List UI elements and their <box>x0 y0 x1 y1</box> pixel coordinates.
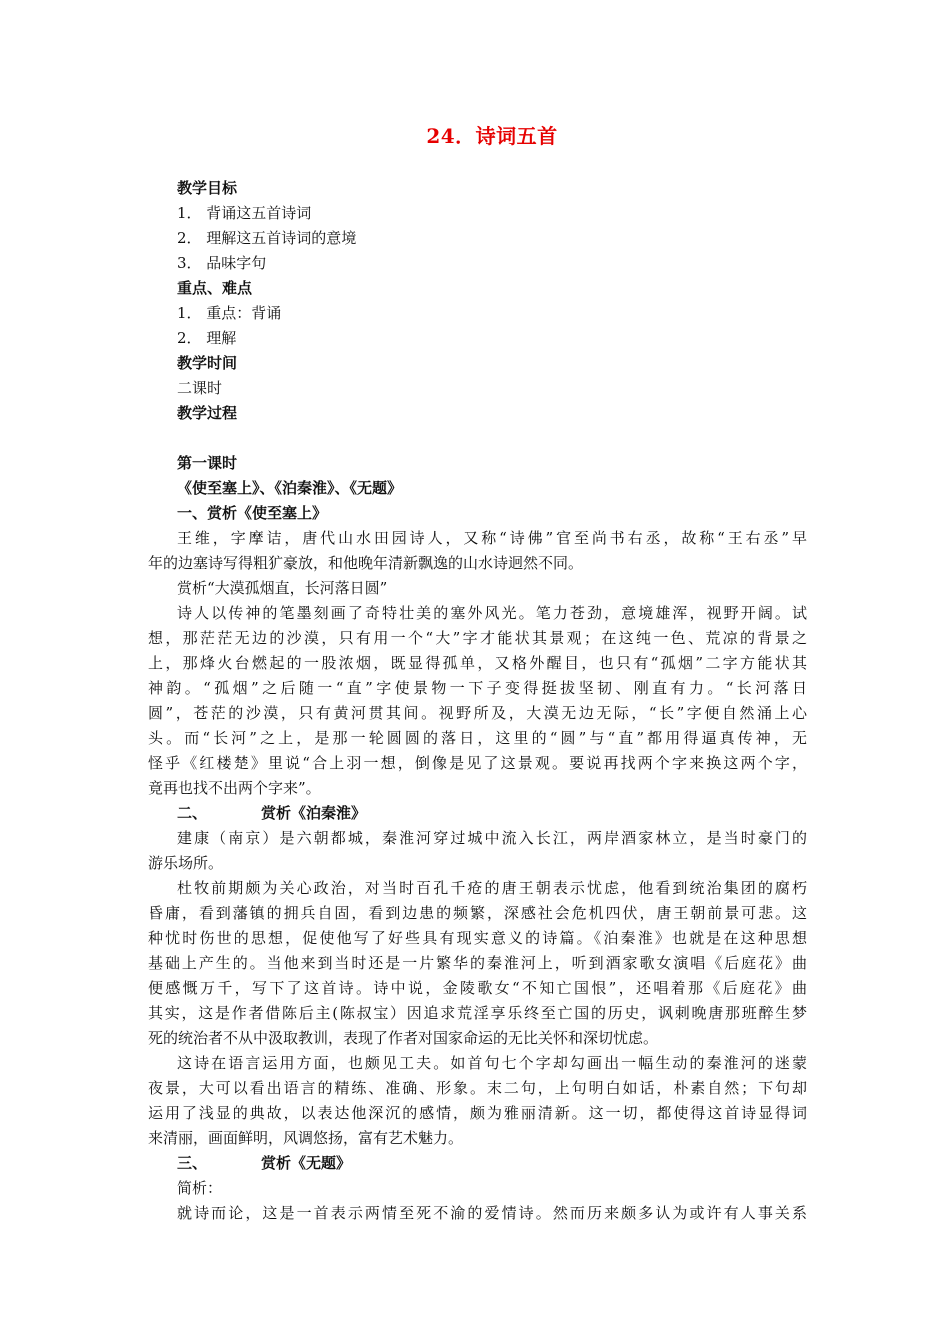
goal-item: 2． 理解这五首诗词的意境 <box>177 229 357 247</box>
part2-heading <box>177 801 807 826</box>
text-line: 诗人以传神的笔墨刻画了奇特壮美的塞外风光。笔力苍劲，意境雄浑，视野开阔。试 <box>177 604 807 622</box>
part3-number: 三、 <box>177 1154 208 1172</box>
text-line: 游乐场所。 <box>148 854 224 872</box>
text-line: 便感慨万千，写下了这首诗。诗中说，金陵歌女“不知亡国恨”，还唱着那《后庭花》曲 <box>148 979 807 997</box>
lesson-heading: 第一课时 <box>177 454 238 472</box>
document-title: 24．诗词五首 <box>426 124 558 148</box>
text-line: 上，那烽火台燃起的一股浓烟，既显得孤单，又格外醒目，也只有“孤烟”二字方能状其 <box>148 654 807 672</box>
text-line: 基础上产生的。当他来到当时还是一片繁华的秦淮河上，听到酒家歌女演唱《后庭花》曲 <box>148 954 807 972</box>
text-line: 种忧时伤世的思想，促使他写了好些具有现实意义的诗篇。《泊秦淮》也就是在这种思想 <box>148 929 807 947</box>
part1-body <box>0 526 807 801</box>
part2-number: 二、 <box>177 804 208 822</box>
text-line: 竟再也找不出两个字来”。 <box>148 779 321 797</box>
text-line: 简析： <box>177 1179 223 1197</box>
goal-heading: 教学目标 <box>177 179 238 197</box>
part2-title: 赏析《泊秦淮》 <box>261 804 367 822</box>
text-line: 来清丽，画面鲜明，风调悠扬，富有艺术魅力。 <box>148 1129 464 1147</box>
blank-line <box>177 426 807 451</box>
time-value: 二课时 <box>177 379 223 397</box>
part3-heading <box>177 1151 807 1176</box>
text-line: 想，那茫茫无边的沙漠，只有用一个“大”字才能状其景观；在这纯一色、荒凉的背景之 <box>148 629 807 647</box>
text-line: 死的统治者不从中汲取教训，表现了作者对国家命运的无比关怀和深切忧虑。 <box>148 1029 659 1047</box>
text-line: 头。而“长河”之上，是那一轮圆圆的落日，这里的“圆”与“直”都用得逼真传神，无 <box>148 729 807 747</box>
goal-item: 3． 品味字句 <box>177 254 267 272</box>
text-line: 神韵。“孤烟”之后随一“直”字使景物一下子变得挺拔坚韧、刚直有力。“长河落日 <box>148 679 807 697</box>
key-item: 2． 理解 <box>177 329 237 347</box>
text-line: 年的边塞诗写得粗犷豪放，和他晚年清新飘逸的山水诗迥然不同。 <box>148 554 584 572</box>
text-line: 圆”，苍茫的沙漠，只有黄河贯其间。视野所及，大漠无边无际，“长”字便自然涌上心 <box>148 704 807 722</box>
part2-body <box>0 826 807 1151</box>
text-line: 王维，字摩诘，唐代山水田园诗人，又称“诗佛”官至尚书右丞，故称“王右丞”早 <box>177 529 807 547</box>
part3-body <box>0 1176 807 1226</box>
poems-line: 《使至塞上》、《泊秦淮》、《无题》 <box>177 479 403 497</box>
time-heading: 教学时间 <box>177 354 238 372</box>
goal-item: 1． 背诵这五首诗词 <box>177 204 312 222</box>
text-line: 昏庸，看到藩镇的拥兵自固，看到边患的频繁，深感社会危机四伏，唐王朝前景可悲。这 <box>148 904 807 922</box>
text-line: 这诗在语言运用方面，也颇见工夫。如首句七个字却勾画出一幅生动的秦淮河的迷蒙 <box>177 1054 807 1072</box>
part3-title: 赏析《无题》 <box>261 1154 352 1172</box>
document-page <box>148 118 807 1226</box>
text-line: 就诗而论，这是一首表示两情至死不渝的爱情诗。然而历来颇多认为或许有人事关系 <box>177 1204 807 1222</box>
text-line: 其实，这是作者借陈后主(陈叔宝）因追求荒淫享乐终至亡国的历史，讽刺晚唐那班醉生梦 <box>148 1004 807 1022</box>
text-line: 赏析“大漠孤烟直，长河落日圆” <box>177 579 388 597</box>
key-item: 1． 重点：背诵 <box>177 304 282 322</box>
process-heading: 教学过程 <box>177 404 238 422</box>
text-line: 建康（南京）是六朝都城，秦淮河穿过城中流入长江，两岸酒家林立，是当时豪门的 <box>177 829 807 847</box>
text-line: 夜景，大可以看出语言的精练、准确、形象。末二句，上句明白如话，朴素自然；下句却 <box>148 1079 807 1097</box>
text-line: 杜牧前期颇为关心政治，对当时百孔千疮的唐王朝表示忧虑，他看到统治集团的腐朽 <box>177 879 807 897</box>
part1-heading: 一、赏析《使至塞上》 <box>177 504 328 522</box>
text-line: 怪乎《红楼楚》里说“合上羽一想，倒像是见了这景观。要说再找两个字来换这两个字， <box>148 754 807 772</box>
text-line: 运用了浅显的典故，以表达他深沉的感情，颇为雅丽清新。这一切，都使得这首诗显得词 <box>148 1104 807 1122</box>
key-heading: 重点、难点 <box>177 279 253 297</box>
